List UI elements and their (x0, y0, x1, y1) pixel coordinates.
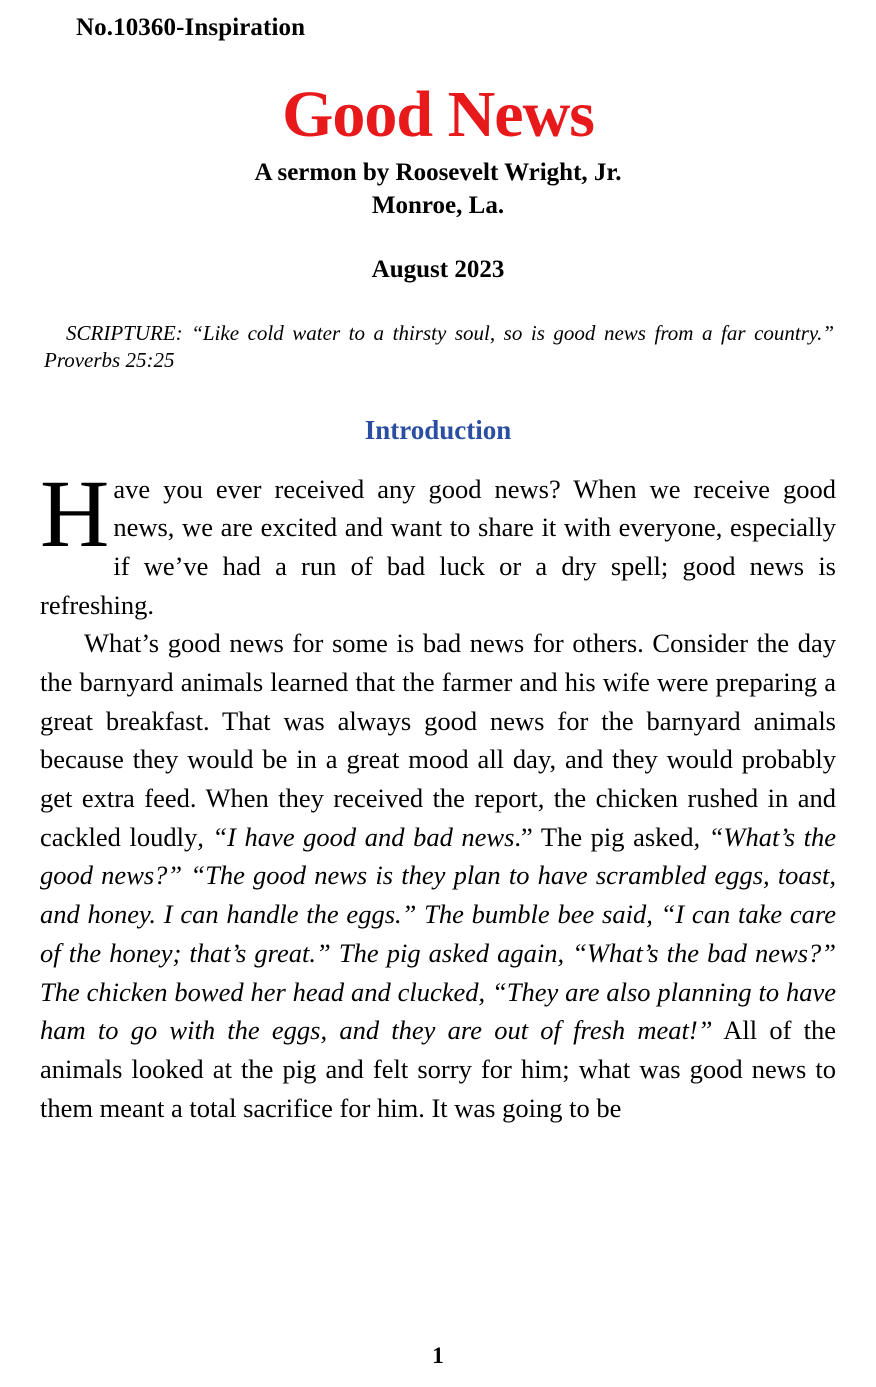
paragraph-2-quote-1: , “I have good and bad news (197, 821, 515, 852)
byline-author: A sermon by Roosevelt Wright, Jr. (254, 159, 622, 186)
page-title: Good News (282, 78, 594, 151)
paragraph-2-quote-2: , “What’s the good news?” “The good news is they plan to have scrambled eggs, toast, and honey. I can handle the eggs.” The bumble bee said, “I can take care of the honey; that’s great.” The pig asked again, “What’s the bad news?” The chicken bowed her head and clucked, “They are also planning to have ham to go with the eggs, and they are out of fresh meat!” (40, 821, 837, 1046)
document-page (0, 14, 876, 1387)
paragraph-1: Have you ever received any good news? When we receive good news, we are excited and want to share it with everyone, especially if we’ve had a run of bad luck or a dry spell; good news is refreshing. (40, 459, 836, 620)
page-number: 1 (432, 1343, 444, 1368)
byline (36, 156, 840, 222)
issue-number: No.10360-Inspiration (76, 14, 306, 41)
byline-location: Monroe, La. (371, 192, 505, 219)
paragraph-2-segment-1: What’s good news for some is bad news for others. Consider the day the barnyard animals learned that the farmer and his wife were preparing a great breakfast. That was always good news for the barnyard animals because they would be in a great mood all day, and they would probably get extra feed. When they received the report, the chicken rushed in and cackled loudly (40, 628, 836, 852)
paragraph-2-segment-3: All of the animals looked at the pig and felt sorry for him; what was good news to them meant a total sacrifice for him. It was going to be (40, 1015, 836, 1123)
section-heading-introduction: Introduction (364, 414, 512, 445)
title-block (36, 78, 840, 222)
body-text (40, 459, 837, 1128)
paragraph-2-segment-2: .” The pig asked (514, 821, 694, 852)
publication-date: August 2023 (371, 256, 505, 283)
scripture-quote: SCRIPTURE: “Like cold water to a thirsty soul, so is good news from a far country.” Proverbs 25:25 (44, 321, 834, 373)
paragraph-2 (40, 624, 836, 1127)
